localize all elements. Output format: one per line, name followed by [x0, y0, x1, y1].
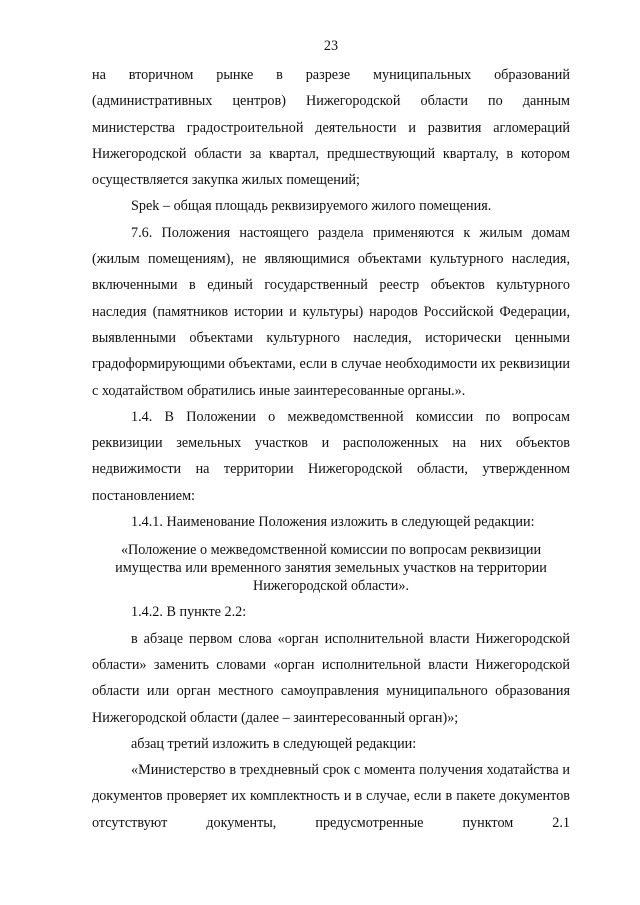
paragraph-spek-definition: Spek – общая площадь реквизируемого жилого помещения.	[131, 198, 492, 215]
quoted-regulation-title: «Положение о межведомственной комиссии по вопросам реквизиции имущества или временного занятия земельных участков на территории Нижегородской области».	[115, 542, 547, 595]
paragraph-1-4: 1.4. В Положении о межведомственной комиссии по вопросам реквизиции земельных участков и расположенных на них объектов недвижимости на территории Нижегородской области, утвержденном постановлением:	[92, 408, 570, 504]
paragraph-price-data-continuation: на вторичном рынке в разрезе муниципальных образований (административных центров) Нижегородской области по данным министерства градостроительной деятельности и развития агломераций Нижегородской области за квартал, предшествующий кварталу, в котором осуществляется закупка жилых помещений;	[92, 67, 570, 189]
paragraph-1-4-1: 1.4.1. Наименование Положения изложить в следующей редакции:	[131, 514, 535, 531]
page-number: 23	[323, 38, 339, 54]
paragraph-1-4-2: 1.4.2. В пункте 2.2:	[131, 604, 247, 621]
paragraph-first-abzac-replacement: в абзаце первом слова «орган исполнительной власти Нижегородской области» заменить словами «орган исполнительной власти Нижегородской области или орган местного самоуправления муниципального образования Нижегородской области (далее – заинтересованный орган)»;	[92, 630, 570, 726]
paragraph-ministry-quote: «Министерство в трехдневный срок с момента получения ходатайства и документов проверяет их комплектность и в случае, если в пакете документов отсутствуют документы, предусмотренные пунктом 2.1	[92, 762, 570, 831]
document-page	[92, 36, 570, 836]
paragraph-7-6: 7.6. Положения настоящего раздела применяются к жилым домам (жилым помещениям), не являющимися объектами культурного наследия, включенными в единый государственный реестр объектов культурного наследия (памятников истории и культуры) народов Российской Федерации, выявленными объектами культурного наследия, исторически ценными градоформирующими объектами, если в случае необходимости их реквизиции с ходатайством обратились иные заинтересованные органы.».	[92, 224, 570, 399]
paragraph-third-abzac: абзац третий изложить в следующей редакции:	[131, 735, 417, 752]
